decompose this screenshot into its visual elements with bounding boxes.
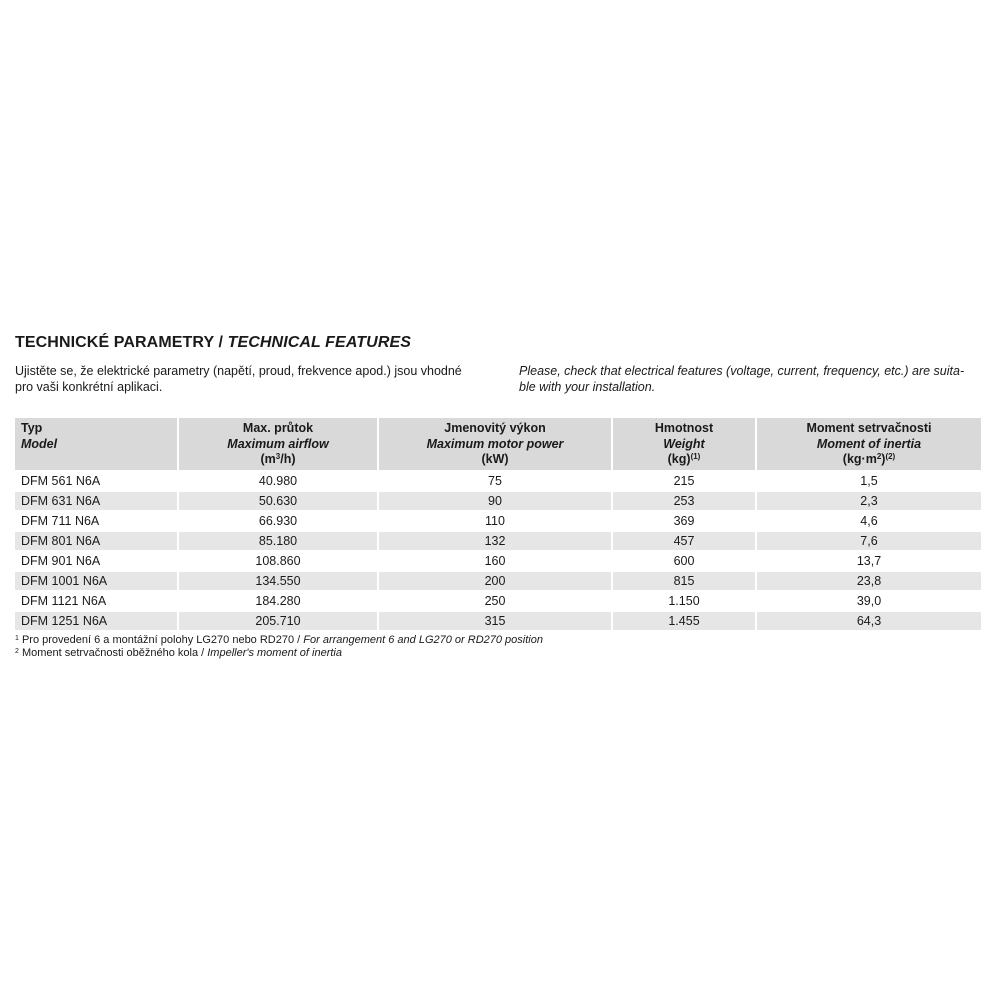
table-row: [15, 612, 981, 630]
footnote-en: For arrangement 6 and LG270 or RD270 position: [303, 633, 543, 646]
technical-features-section: [15, 333, 985, 661]
cell-model: DFM 1121 N6A: [15, 592, 177, 610]
cell-power: 132: [379, 532, 611, 550]
header-weight-unit: [617, 452, 751, 468]
table-row: [15, 552, 981, 570]
footnote-number: 1: [15, 634, 19, 642]
header-airflow-unit: [183, 452, 373, 468]
table-row: [15, 592, 981, 610]
cell-inertia: 64,3: [757, 612, 981, 630]
footnote: [15, 647, 985, 661]
footnote-number: 2: [15, 648, 19, 655]
table-row: [15, 572, 981, 590]
header-power-cz: Jmenovitý výkon: [444, 421, 546, 435]
header-model-en: Model: [21, 436, 58, 451]
unit-text: /h): [280, 452, 296, 466]
cell-inertia: 23,8: [757, 572, 981, 590]
cell-inertia: 7,6: [757, 532, 981, 550]
unit-text: ): [881, 452, 886, 466]
header-inertia-unit: [761, 452, 977, 468]
intro-en-line: Please, check that electrical features (voltage, current, frequency, etc.) are suita-: [519, 364, 965, 378]
cell-airflow: 205.710: [179, 612, 377, 630]
cell-weight: 1.150: [613, 592, 755, 610]
cell-weight: 253: [613, 492, 755, 510]
cell-inertia: 39,0: [757, 592, 981, 610]
cell-model: DFM 1251 N6A: [15, 612, 177, 630]
cell-model: DFM 801 N6A: [15, 532, 177, 550]
intro-cz-line: pro vaši konkrétní aplikaci.: [15, 380, 163, 394]
unit-superscript: 2: [876, 452, 882, 461]
table-row: [15, 532, 981, 550]
cell-power: 110: [379, 512, 611, 530]
header-power-unit: (kW): [481, 452, 509, 466]
cell-model: DFM 711 N6A: [15, 512, 177, 530]
header-airflow-en: Maximum airflow: [227, 436, 329, 451]
header-airflow-cz: Max. průtok: [242, 421, 314, 435]
cell-weight: 600: [613, 552, 755, 570]
cell-inertia: 4,6: [757, 512, 981, 530]
cell-model: DFM 901 N6A: [15, 552, 177, 570]
heading-separator: /: [213, 334, 228, 351]
intro-cz: [15, 363, 495, 395]
footnote-en: Impeller's moment of inertia: [207, 647, 342, 659]
unit-text: (kg·m: [842, 452, 877, 466]
cell-power: 250: [379, 592, 611, 610]
footnote-cz: Moment setrvačnosti oběžného kola /: [21, 647, 208, 659]
header-power: [379, 418, 611, 470]
footnote: [15, 634, 985, 648]
cell-airflow: 108.860: [179, 552, 377, 570]
cell-power: 160: [379, 552, 611, 570]
cell-model: DFM 631 N6A: [15, 492, 177, 510]
cell-inertia: 13,7: [757, 552, 981, 570]
cell-airflow: 50.630: [179, 492, 377, 510]
header-model: [15, 418, 177, 470]
cell-weight: 215: [613, 472, 755, 490]
cell-weight: 1.455: [613, 612, 755, 630]
cell-power: 75: [379, 472, 611, 490]
cell-airflow: 40.980: [179, 472, 377, 490]
cell-airflow: 184.280: [179, 592, 377, 610]
table-row: [15, 472, 981, 490]
intro-en: [519, 363, 985, 395]
table-row: [15, 492, 981, 510]
cell-inertia: 2,3: [757, 492, 981, 510]
header-airflow: [179, 418, 377, 470]
cell-weight: 815: [613, 572, 755, 590]
cell-model: DFM 1001 N6A: [15, 572, 177, 590]
header-inertia-cz: Moment setrvačnosti: [806, 421, 932, 435]
cell-airflow: 66.930: [179, 512, 377, 530]
intro-cz-line: Ujistěte se, že elektrické parametry (napětí, proud, frekvence apod.) jsou vhodné: [15, 364, 462, 378]
heading-cz: TECHNICKÉ PARAMETRY: [15, 334, 214, 351]
cell-power: 200: [379, 572, 611, 590]
technical-table: [13, 416, 983, 632]
footnote-ref: (1): [690, 452, 701, 461]
heading-en: TECHNICAL FEATURES: [227, 334, 412, 351]
table-header-row: [15, 418, 981, 470]
header-inertia: [757, 418, 981, 470]
table-row: [15, 512, 981, 530]
footnotes: [15, 634, 985, 661]
cell-airflow: 134.550: [179, 572, 377, 590]
unit-text: (m: [260, 452, 276, 466]
header-weight-cz: Hmotnost: [654, 421, 714, 435]
footnote-cz: Pro provedení 6 a montážní polohy LG270 nebo RD270 /: [21, 633, 304, 646]
cell-weight: 457: [613, 532, 755, 550]
section-heading: [15, 333, 985, 353]
header-weight: [613, 418, 755, 470]
unit-text: (kg): [667, 452, 691, 466]
header-weight-en: Weight: [663, 436, 705, 451]
footnote-ref: (2): [885, 452, 896, 461]
cell-airflow: 85.180: [179, 532, 377, 550]
cell-inertia: 1,5: [757, 472, 981, 490]
header-inertia-en: Moment of inertia: [816, 436, 922, 451]
unit-superscript: 3: [275, 452, 281, 461]
cell-power: 90: [379, 492, 611, 510]
header-power-en: Maximum motor power: [426, 436, 564, 451]
intro-en-line: ble with your installation.: [519, 380, 656, 394]
cell-model: DFM 561 N6A: [15, 472, 177, 490]
cell-weight: 369: [613, 512, 755, 530]
cell-power: 315: [379, 612, 611, 630]
header-model-cz: Typ: [21, 421, 43, 435]
intro-text: [15, 363, 985, 395]
